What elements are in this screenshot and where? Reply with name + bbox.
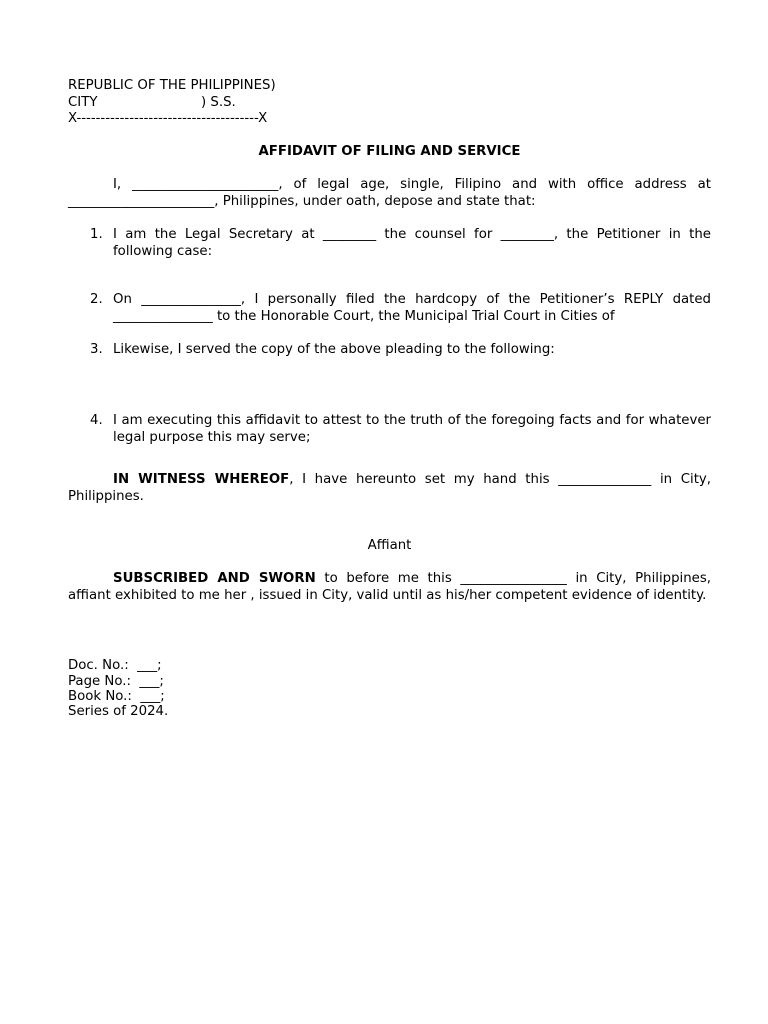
list-item-number: 4. bbox=[90, 413, 103, 428]
witness-heading: IN WITNESS WHEREOF bbox=[113, 472, 290, 487]
caption-separator: X--------------------------------------X bbox=[68, 111, 268, 126]
jurat-paragraph bbox=[68, 571, 711, 604]
caption-ss: ) S.S. bbox=[201, 95, 236, 110]
list-item-text: On _______________, I personally filed the hardcopy of the Petitioner’s REPLY dated _______________ to the Honorable Court, the Municipal Trial Court in Cities of bbox=[113, 292, 711, 324]
intro-paragraph: I, ______________________, of legal age, single, Filipino and with office address at ______________________, Philippines, under oath, depose and state that: bbox=[68, 177, 711, 209]
witness-paragraph bbox=[68, 472, 711, 505]
page-number: Page No.: ___; bbox=[68, 674, 164, 689]
doc-number: Doc. No.: ___; bbox=[68, 658, 162, 673]
list-item-number: 1. bbox=[90, 227, 103, 242]
jurat-heading: SUBSCRIBED AND SWORN bbox=[113, 571, 316, 586]
book-number: Book No.: ___; bbox=[68, 689, 165, 704]
witness-text: , I have hereunto set my hand this ______________ in City, Philippines. bbox=[68, 472, 712, 504]
list-item-number: 3. bbox=[90, 342, 103, 357]
document-title: AFFIDAVIT OF FILING AND SERVICE bbox=[258, 144, 521, 159]
list-item-number: 2. bbox=[90, 292, 103, 307]
list-item-text: I am the Legal Secretary at ________ the counsel for ________, the Petitioner in the following case: bbox=[113, 227, 711, 259]
series-year: Series of 2024. bbox=[68, 704, 169, 719]
caption-republic: REPUBLIC OF THE PHILIPPINES) bbox=[68, 78, 276, 93]
affiant-label: Affiant bbox=[367, 538, 412, 553]
list-item-text: I am executing this affidavit to attest to the truth of the foregoing facts and for whatever legal purpose this may serve; bbox=[113, 413, 711, 445]
list-item-text: Likewise, I served the copy of the above pleading to the following: bbox=[113, 342, 555, 357]
caption-city: CITY bbox=[68, 95, 98, 110]
jurat-text: to before me this ________________ in City, Philippines, affiant exhibited to me her , issued in City, valid until as his/her competent evidence of identity. bbox=[68, 571, 711, 603]
